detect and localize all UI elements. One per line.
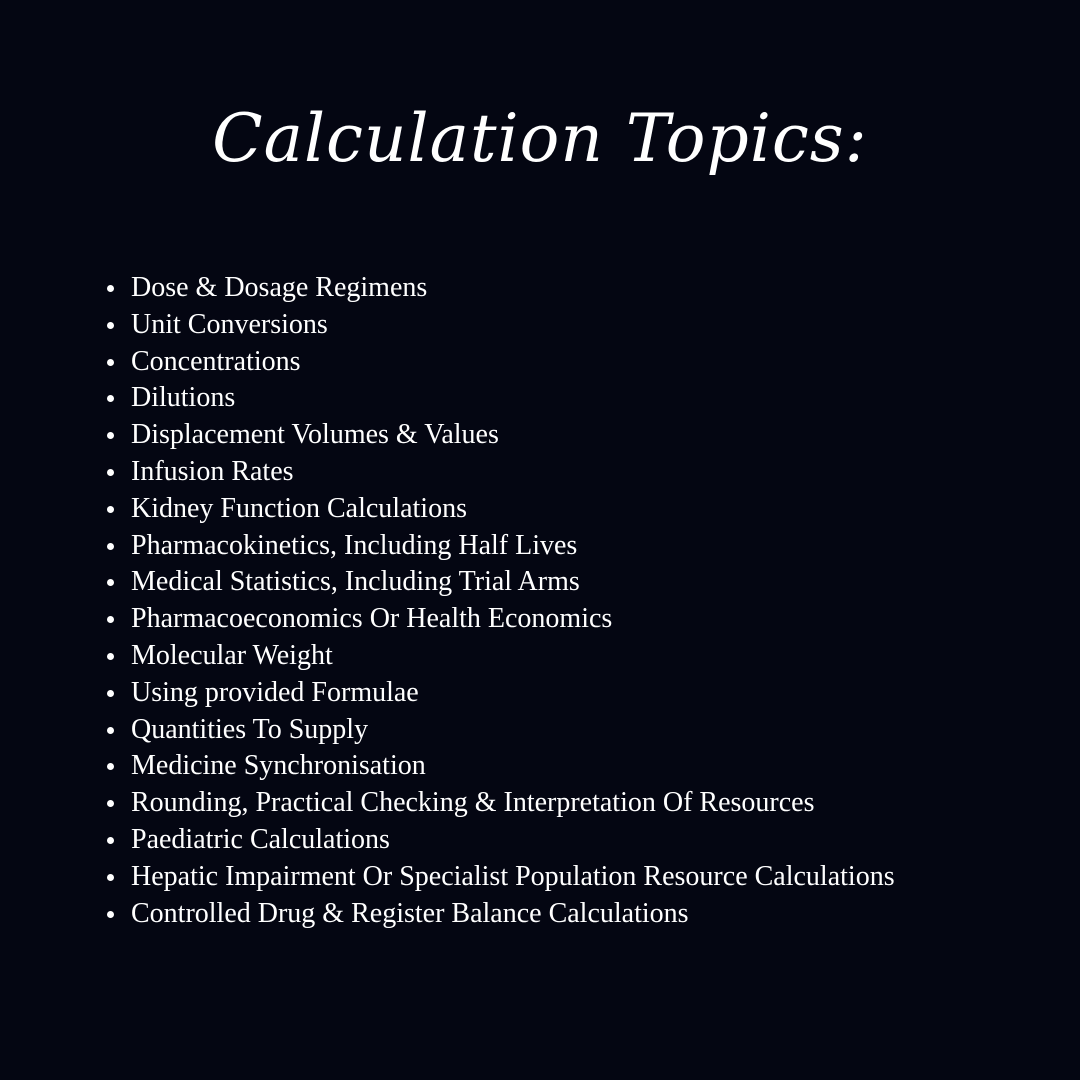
bullet-icon: [107, 543, 114, 550]
bullet-icon: [107, 763, 114, 770]
list-item: [131, 454, 895, 491]
list-item: [131, 601, 895, 638]
bullet-icon: [107, 469, 114, 476]
list-item-label: Concentrations: [131, 345, 301, 377]
list-item-label: Dose & Dosage Regimens: [131, 272, 428, 303]
list-item: [131, 785, 895, 822]
bullet-icon: [107, 837, 114, 844]
list-item: [131, 344, 895, 381]
list-item: [131, 638, 895, 675]
list-item-label: Unit Conversions: [131, 308, 328, 340]
list-item: [131, 822, 895, 859]
list-item: [131, 417, 895, 454]
list-item-label: Hepatic Impairment Or Specialist Population Resource Calculations: [131, 860, 895, 892]
list-item-label: Dilutions: [131, 382, 236, 414]
list-item-label: Paediatric Calculations: [131, 823, 390, 855]
list-item: [131, 380, 895, 417]
list-item-label: Rounding, Practical Checking & Interpretation Of Resources: [131, 787, 815, 819]
bullet-icon: [107, 579, 114, 586]
bullet-icon: [107, 874, 114, 881]
list-item-label: Pharmacoeconomics Or Health Economics: [131, 603, 613, 635]
bullet-icon: [107, 506, 114, 513]
page-title: Calculation Topics:: [212, 100, 868, 177]
list-item: [131, 270, 895, 307]
bullet-icon: [107, 690, 114, 697]
list-item: [131, 748, 895, 785]
topic-list: [131, 270, 895, 932]
list-item-label: Medical Statistics, Including Trial Arms: [131, 566, 580, 598]
list-item-label: Displacement Volumes & Values: [131, 419, 499, 451]
bullet-icon: [107, 800, 114, 807]
list-item: [131, 675, 895, 712]
bullet-icon: [107, 616, 114, 623]
list-item-label: Infusion Rates: [131, 455, 294, 487]
bullet-icon: [107, 395, 114, 402]
bullet-icon: [107, 727, 114, 734]
bullet-icon: [107, 285, 114, 292]
bullet-icon: [107, 432, 114, 439]
bullet-icon: [107, 322, 114, 329]
list-item-label: Molecular Weight: [131, 639, 333, 671]
list-item-label: Controlled Drug & Register Balance Calculations: [131, 897, 689, 929]
bullet-icon: [107, 359, 114, 366]
bullet-icon: [107, 911, 114, 918]
list-item: [131, 712, 895, 749]
list-item-label: Using provided Formulae: [131, 676, 419, 708]
list-item: [131, 307, 895, 344]
bullet-icon: [107, 653, 114, 660]
list-item-label: Medicine Synchronisation: [131, 750, 426, 782]
list-item: [131, 859, 895, 896]
list-item: [131, 491, 895, 528]
list-item-label: Kidney Function Calculations: [131, 492, 467, 524]
list-item: [131, 528, 895, 565]
list-item: [131, 896, 895, 933]
list-item: [131, 564, 895, 601]
list-item-label: Pharmacokinetics, Including Half Lives: [131, 529, 578, 561]
list-item-label: Quantities To Supply: [131, 713, 369, 745]
